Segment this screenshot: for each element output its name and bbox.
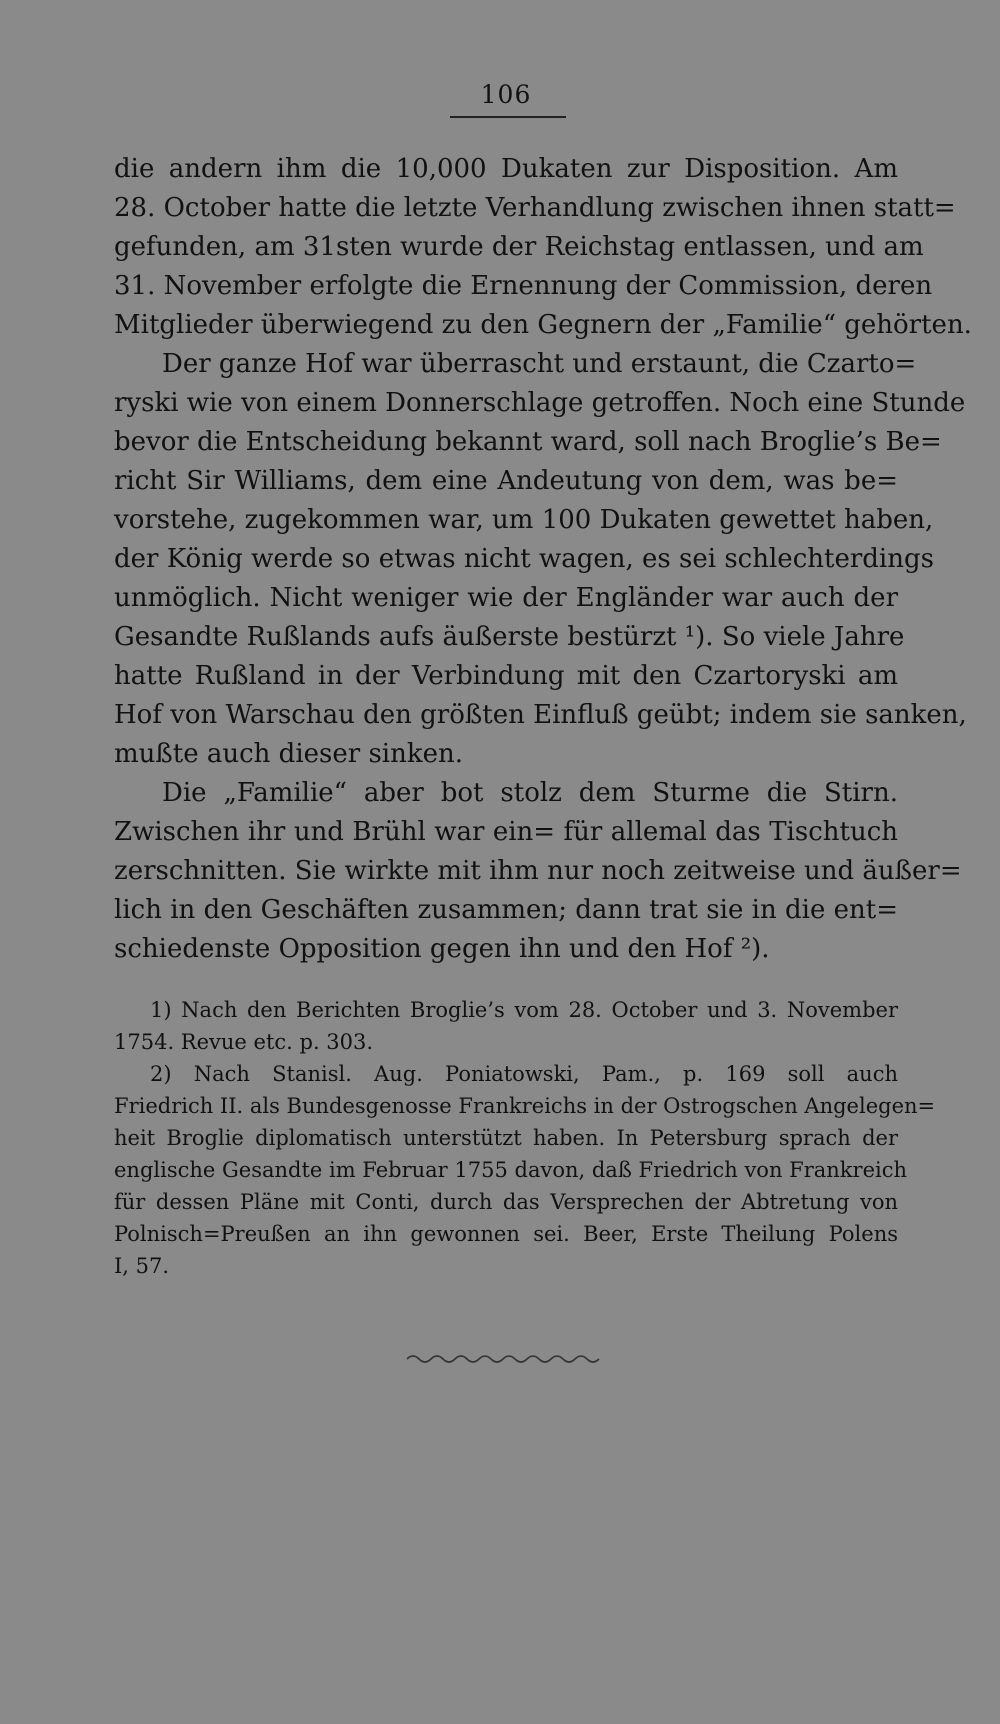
footnote-line: für dessen Pläne mit Conti, durch das Versprechen der Abtretung von: [114, 1190, 898, 1214]
text-line: lich in den Geschäften zusammen; dann trat sie in die ent=: [114, 895, 898, 925]
footnote-line: 1754. Revue etc. p. 303.: [114, 1030, 374, 1054]
text-line: Die „Familie“ aber bot stolz dem Sturme die Stirn.: [162, 778, 898, 808]
text-line: Zwischen ihr und Brühl war ein= für allemal das Tischtuch: [114, 817, 898, 847]
text-line: bevor die Entscheidung bekannt ward, soll nach Broglie’s Be=: [114, 427, 942, 457]
text-line: Der ganze Hof war überrascht und erstaunt, die Czarto=: [162, 349, 917, 379]
text-line: unmöglich. Nicht weniger wie der Engländer war auch der: [114, 583, 898, 613]
text-line: die andern ihm die 10,000 Dukaten zur Disposition. Am: [114, 154, 898, 184]
footnote-line: heit Broglie diplomatisch unterstützt haben. In Petersburg sprach der: [114, 1126, 898, 1150]
text-line: mußte auch dieser sinken.: [114, 739, 464, 769]
header-rule: [450, 116, 566, 118]
footnote-line: 1) Nach den Berichten Broglie’s vom 28. October und 3. November: [150, 998, 898, 1022]
footnote-line: 2) Nach Stanisl. Aug. Poniatowski, Pam., p. 169 soll auch: [150, 1062, 898, 1086]
text-line: hatte Rußland in der Verbindung mit den Czartoryski am: [114, 661, 898, 691]
footnote-line: englische Gesandte im Februar 1755 davon, daß Friedrich von Frankreich: [114, 1158, 907, 1182]
page-number: 106: [480, 80, 532, 109]
text-line: 28. October hatte die letzte Verhandlung zwischen ihnen statt=: [114, 193, 956, 223]
text-line: 31. November erfolgte die Ernennung der Commission, deren: [114, 271, 933, 301]
main-text: [114, 150, 972, 969]
text-line: schiedenste Opposition gegen ihn und den Hof ²).: [114, 934, 770, 964]
text-line: zerschnitten. Sie wirkte mit ihm nur noch zeitweise und äußer=: [114, 856, 962, 886]
text-line: vorstehe, zugekommen war, um 100 Dukaten gewettet haben,: [114, 505, 934, 535]
text-line: Gesandte Rußlands aufs äußerste bestürzt ¹). So viele Jahre: [114, 622, 905, 652]
text-line: der König werde so etwas nicht wagen, es sei schlechterdings: [114, 544, 934, 574]
wavy-line-ornament-icon: [405, 1352, 601, 1366]
footnote-line: Polnisch=Preußen an ihn gewonnen sei. Beer, Erste Theilung Polens: [114, 1222, 898, 1246]
text-line: Mitglieder überwiegend zu den Gegnern der „Familie“ gehörten.: [114, 310, 972, 340]
footnote-line: I, 57.: [114, 1254, 170, 1278]
text-line: richt Sir Williams, dem eine Andeutung von dem, was be=: [114, 466, 898, 496]
text-line: gefunden, am 31sten wurde der Reichstag entlassen, und am: [114, 232, 924, 262]
footnotes: [114, 994, 936, 1282]
footnote-line: Friedrich II. als Bundesgenosse Frankreichs in der Ostrogschen Angelegen=: [114, 1094, 936, 1118]
text-line: ryski wie von einem Donnerschlage getroffen. Noch eine Stunde: [114, 388, 966, 418]
text-line: Hof von Warschau den größten Einfluß geübt; indem sie sanken,: [114, 700, 967, 730]
